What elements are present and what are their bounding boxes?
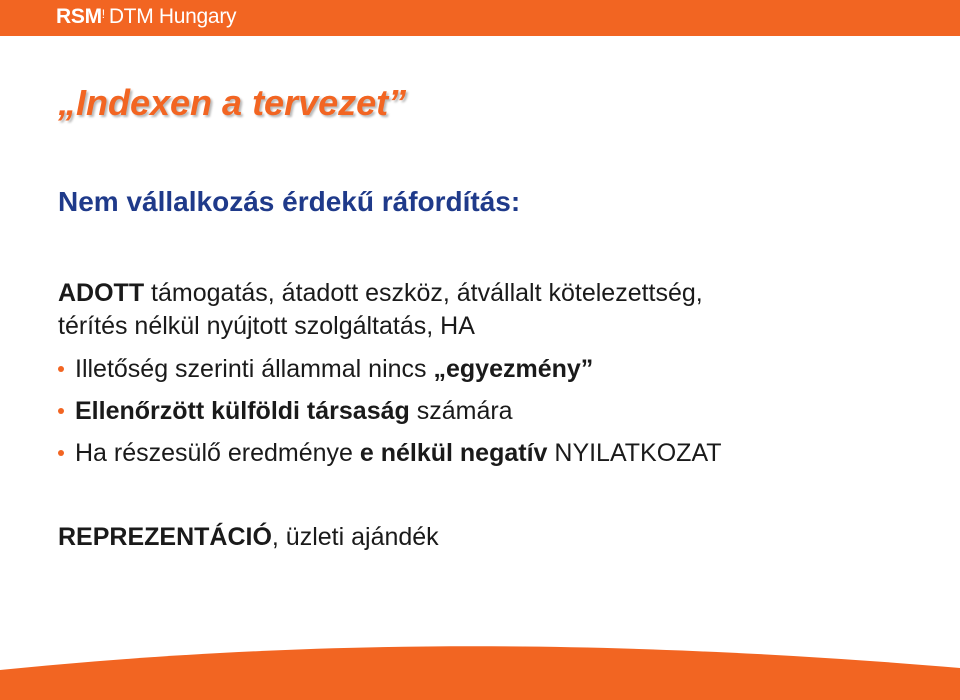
logo-company: DTM Hungary [108,5,237,28]
bullet-dot-icon [58,366,64,372]
bullet-item-2 [58,396,513,426]
last-line-text: , üzleti ajándék [271,523,439,551]
bullet3-bold: e nélkül negatív [359,439,548,467]
logo-mark: ! [101,7,105,21]
text-line-2: térítés nélkül nyújtott szolgáltatás, HA [58,312,475,340]
text-line-last [58,522,439,552]
bullet-item-3 [58,438,722,468]
bottom-swoosh [0,630,960,700]
bullet2-bold: Ellenőrzött külföldi társaság [75,397,410,425]
bullet2-text: számára [409,397,513,425]
logo-rsm: RSM [56,5,102,28]
slide-title: „Indexen a tervezet” [58,82,407,123]
bullet1-bold: „egyezmény” [433,355,594,383]
line1-text: támogatás, átadott eszköz, átvállalt kötelezettség, [144,279,703,307]
bullet-dot-icon [58,450,64,456]
adott-label: ADOTT [58,279,145,307]
bullet3-rest: NYILATKOZAT [547,439,722,467]
header-bar [0,0,960,36]
bullet3-text: Ha részesülő eredménye [75,439,360,467]
text-line-1 [58,278,703,308]
bullet-item-1 [58,354,593,384]
bullet-dot-icon [58,408,64,414]
reprezentacio-label: REPREZENTÁCIÓ [58,523,272,551]
rsm-logo [56,4,236,30]
bullet1-text: Illetőség szerinti állammal nincs [75,355,434,383]
slide-subtitle: Nem vállalkozás érdekű ráfordítás: [58,186,521,217]
